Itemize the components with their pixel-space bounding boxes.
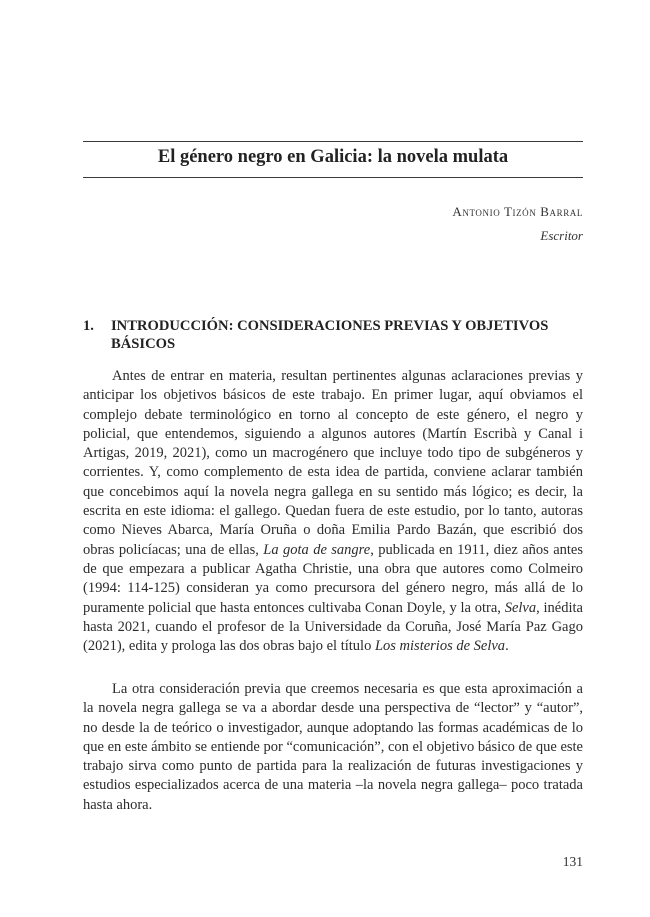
section-heading	[83, 317, 583, 353]
work-title-la-gota-de-sangre: La gota de sangre	[263, 541, 371, 558]
paragraph-1-text-c: , publicada en 1911, diez años antes de que empezara a publicar Agatha Christie, una obra que autores como Colmeiro (1994: 114-125) consideran ya como precursora del género negro, más allá de lo puramente policial que hasta entonces cultivaba Conan Doyle, y la otra,	[83, 541, 583, 616]
work-title-selva: Selva	[504, 599, 537, 616]
section-number: 1.	[83, 318, 94, 334]
paragraph-1-text-a: Antes de entrar en materia, resultan pertinentes algunas aclaraciones previas y anticipar los objetivos básicos de este trabajo. En primer lugar, aquí obviamos el complejo debate terminológico en torno al concepto de este género, el negro y policial, que entendemos, siguiendo a algunos autores (Martín Escribà y Canal i Artigas, 2019, 2021), como un macrogénero que incluye todo tipo de subgéneros y corrientes. Y, como complemento de esta idea de partida, conviene aclarar también que concebimos aquí la novela negra gallega en su sentido más lógico; es decir, la escrita en este idioma: el gallego. Quedan fuera de este estudio, por lo tanto, autoras como Nieves Abarca, María Oruña o doña Emilia Pardo Bazán, que escribió dos obras policíacas; una de ellas,	[83, 368, 583, 558]
article-title: El género negro en Galicia: la novela mulata	[157, 147, 509, 167]
author-name: Antonio Tizón Barral	[452, 204, 583, 219]
page-number: 131	[562, 854, 583, 869]
title-top-rule	[83, 141, 583, 142]
title-bottom-rule	[83, 177, 583, 178]
paragraph-1	[83, 367, 583, 656]
work-title-los-misterios-de-selva: Los misterios de Selva	[374, 638, 506, 655]
paragraph-1-text-g: .	[505, 638, 509, 655]
paragraph-2: La otra consideración previa que creemos necesaria es que esta aproximación a la novela negra gallega se va a abordar desde una perspectiva de “lector” y “autor”, no desde la de teórico o investigador, aunque adoptando las formas académicas de lo que en este ámbito se entiende por “comunicación”, con el objetivo básico de que este trabajo sirva como punto de partida para la realización de futuras investigaciones y estudios especializados acerca de una materia –la novela negra gallega– poco tratada hasta ahora.	[83, 681, 583, 813]
author-role: Escritor	[540, 228, 583, 243]
section-title: INTRODUCCIÓN: CONSIDERACIONES PREVIAS Y OBJETIVOS BÁSICOS	[111, 318, 549, 352]
paragraph-1-text-e: , inédita hasta 2021, cuando el profesor de la Universidade da Coruña, José María Paz Gago (2021), edita y prologa las dos obras bajo el título	[83, 599, 583, 655]
